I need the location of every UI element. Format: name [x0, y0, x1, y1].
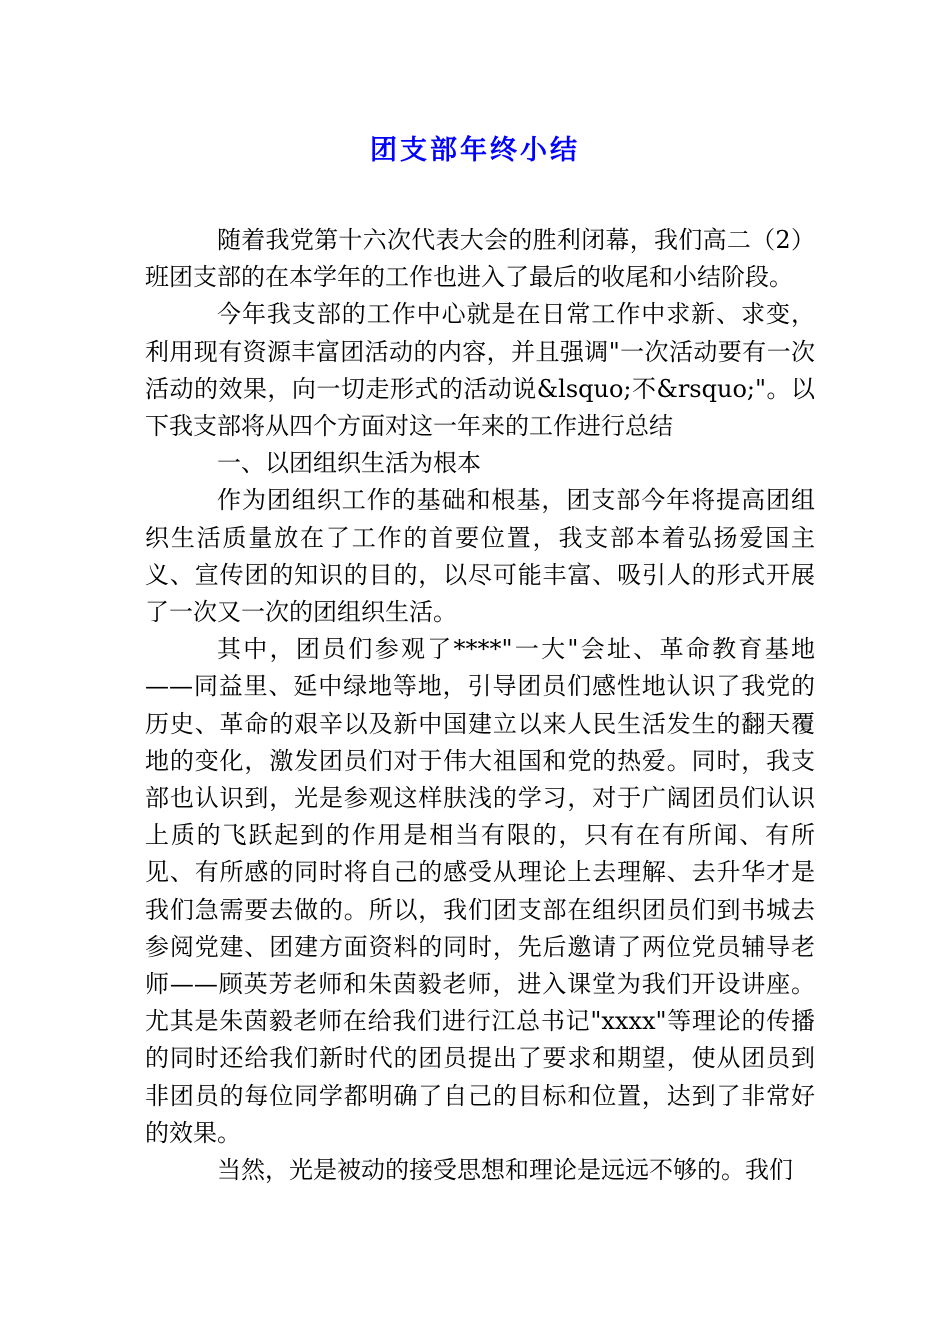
paragraph-intro: 随着我党第十六次代表大会的胜利闭幕，我们高二（2）班团支部的在本学年的工作也进入了最后的收尾和小结阶段。: [145, 226, 815, 292]
paragraph-activities: 其中，团员们参观了****"一大"会址、革命教育基地——同益里、延中绿地等地，引导团员们感性地认识了我党的历史、革命的艰辛以及新中国建立以来人民生活发生的翻天覆地的变化，激发团员们对于伟大祖国和党的热爱。同时，我支部也认识到，光是参观这样肤浅的学习，对于广阔团员们认识上质的飞跃起到的作用是相当有限的，只有在有所闻、有所见、有所感的同时将自己的感受从理论上去理解、去升华才是我们急需要去做的。所以，我们团支部在组织团员们到书城去参阅党建、团建方面资料的同时，先后邀请了两位党员辅导老师——顾英芳老师和朱茵毅老师，进入课堂为我们开设讲座。尤其是朱茵毅老师在给我们进行江总书记"xxxx"等理论的传播的同时还给我们新时代的团员提出了要求和期望，使从团员到非团员的每位同学都明确了自己的目标和位置，达到了非常好的效果。: [145, 635, 815, 1147]
paragraph-org-life: 作为团组织工作的基础和根基，团支部今年将提高团组织生活质量放在了工作的首要位置，我支部本着弘扬爱国主义、宣传团的知识的目的，以尽可能丰富、吸引人的形式开展了一次又一次的团组织生活。: [145, 486, 815, 627]
document-title: 团支部年终小结: [370, 135, 580, 166]
document-body: [145, 222, 815, 1189]
paragraph-work-focus: 今年我支部的工作中心就是在日常工作中求新、求变，利用现有资源丰富团活动的内容，并且强调"一次活动要有一次活动的效果，向一切走形式的活动说&lsquo;不&rsquo;"。以下我支部将从四个方面对这一年来的工作进行总结: [145, 300, 815, 441]
section-heading-1: 一、以团组织生活为根本: [217, 449, 481, 478]
paragraph-continued: 当然，光是被动的接受思想和理论是远远不够的。我们: [217, 1156, 793, 1185]
